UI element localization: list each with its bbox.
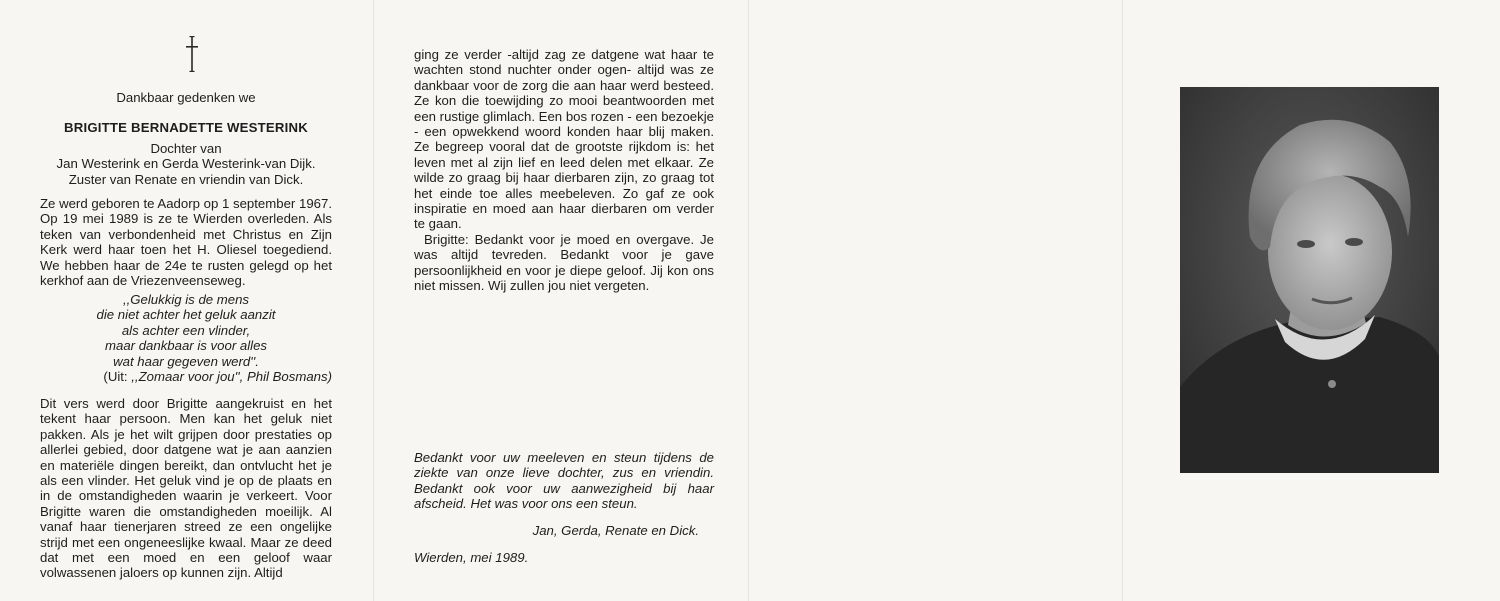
relation-line: Dochter van (150, 141, 222, 156)
poem-line: wat haar gegeven werd''. (113, 353, 259, 369)
source-title: ,,Zomaar voor jou'', Phil Bosmans) (131, 369, 332, 384)
fold-line (373, 0, 374, 601)
cross-icon (186, 36, 198, 72)
reflection-paragraph: Dit vers werd door Brigitte aangekruist en het tekent haar persoon. Men kan het geluk niet pakken. Als je het wilt grijpen door prestaties op allerlei gebied, door datgene wat je aan aanzien en materiële dingen bereikt, dan ontvlucht het je als een vlinder. Het geluk vind je op de plaats en in de omstandigheden waarin je verkeert. Voor Brigitte waren die omstandigheden moeilijk. Al vanaf haar tienerjaren streed ze een ongelijke strijd met een ongeneeslijke kwaal. Maar ze deed dat met een moed en een geloof waar volwassenen jaloers op kunnen zijn. Altijd (40, 396, 332, 581)
fold-line (1122, 0, 1123, 601)
biography-paragraph: Ze werd geboren te Aadorp op 1 september 1967. Op 19 mei 1989 is ze te Wierden overleden. Als teken van verbondenheid met Christus en Zijn Kerk werd haar toen het H. Oliesel toegediend. We hebben haar de 24e te rusten gelegd op het kerkhof aan de Vriezenveenseweg. (40, 196, 332, 289)
family-relations (40, 141, 332, 187)
continued-text (414, 47, 714, 294)
intro-line: Dankbaar gedenken we (116, 90, 256, 105)
portrait-photo (1180, 87, 1439, 473)
relation-line: Jan Westerink en Gerda Westerink-van Dijk. (56, 156, 316, 172)
poem-line: als achter een vlinder, (121, 322, 251, 338)
place-date-line: Wierden, mei 1989. (414, 550, 529, 565)
poem-source (40, 369, 332, 384)
deceased-name: BRIGITTE BERNADETTE WESTERINK (64, 120, 308, 135)
portrait-image (1180, 87, 1439, 473)
continuation-paragraph: ging ze verder -altijd zag ze datgene wat haar te wachten stond nuchter onder ogen- altijd was ze dankbaar voor de zorg die aan haar werd besteed. Ze kon die toewijding zo mooi beantwoorden met een rustige glimlach. Een bos rozen - een bezoekje - een opwekkend woord konden haar blij maken. Ze begreep vooral dat de grootste rijkdom is: het leven met al zijn lief en leed delen met elkaar. Ze wilde zo graag bij haar dierbaren zijn, zo graag tot het einde toe alles meebeleven. Zo gaf ze ook inspiratie en moed aan haar dierbaren om verder te gaan. (414, 47, 714, 232)
thanks-paragraph: Bedankt voor uw meeleven en steun tijdens de ziekte van onze lieve dochter, zus en vriendin. Bedankt ook voor uw aanwezigheid bij haar afscheid. Het was voor ons een steun. (414, 450, 714, 512)
farewell-paragraph: Brigitte: Bedankt voor je moed en overgave. Je was altijd tevreden. Bedankt voor je gave persoonlijkheid en voor je diepe geloof. Jij kon ons niet missen. Wij zullen jou niet vergeten. (414, 231, 714, 294)
fold-line (748, 0, 749, 601)
poem-line: ,,Gelukkig is de mens (122, 292, 250, 307)
poem-line: maar dankbaar is voor alles (105, 338, 267, 354)
poem-quote (40, 292, 332, 369)
poem-line: die niet achter het geluk aanzit (96, 307, 276, 323)
source-prefix: (Uit: (103, 369, 132, 384)
relation-line: Zuster van Renate en vriendin van Dick. (68, 171, 304, 187)
signers-line: Jan, Gerda, Renate en Dick. (532, 523, 699, 538)
